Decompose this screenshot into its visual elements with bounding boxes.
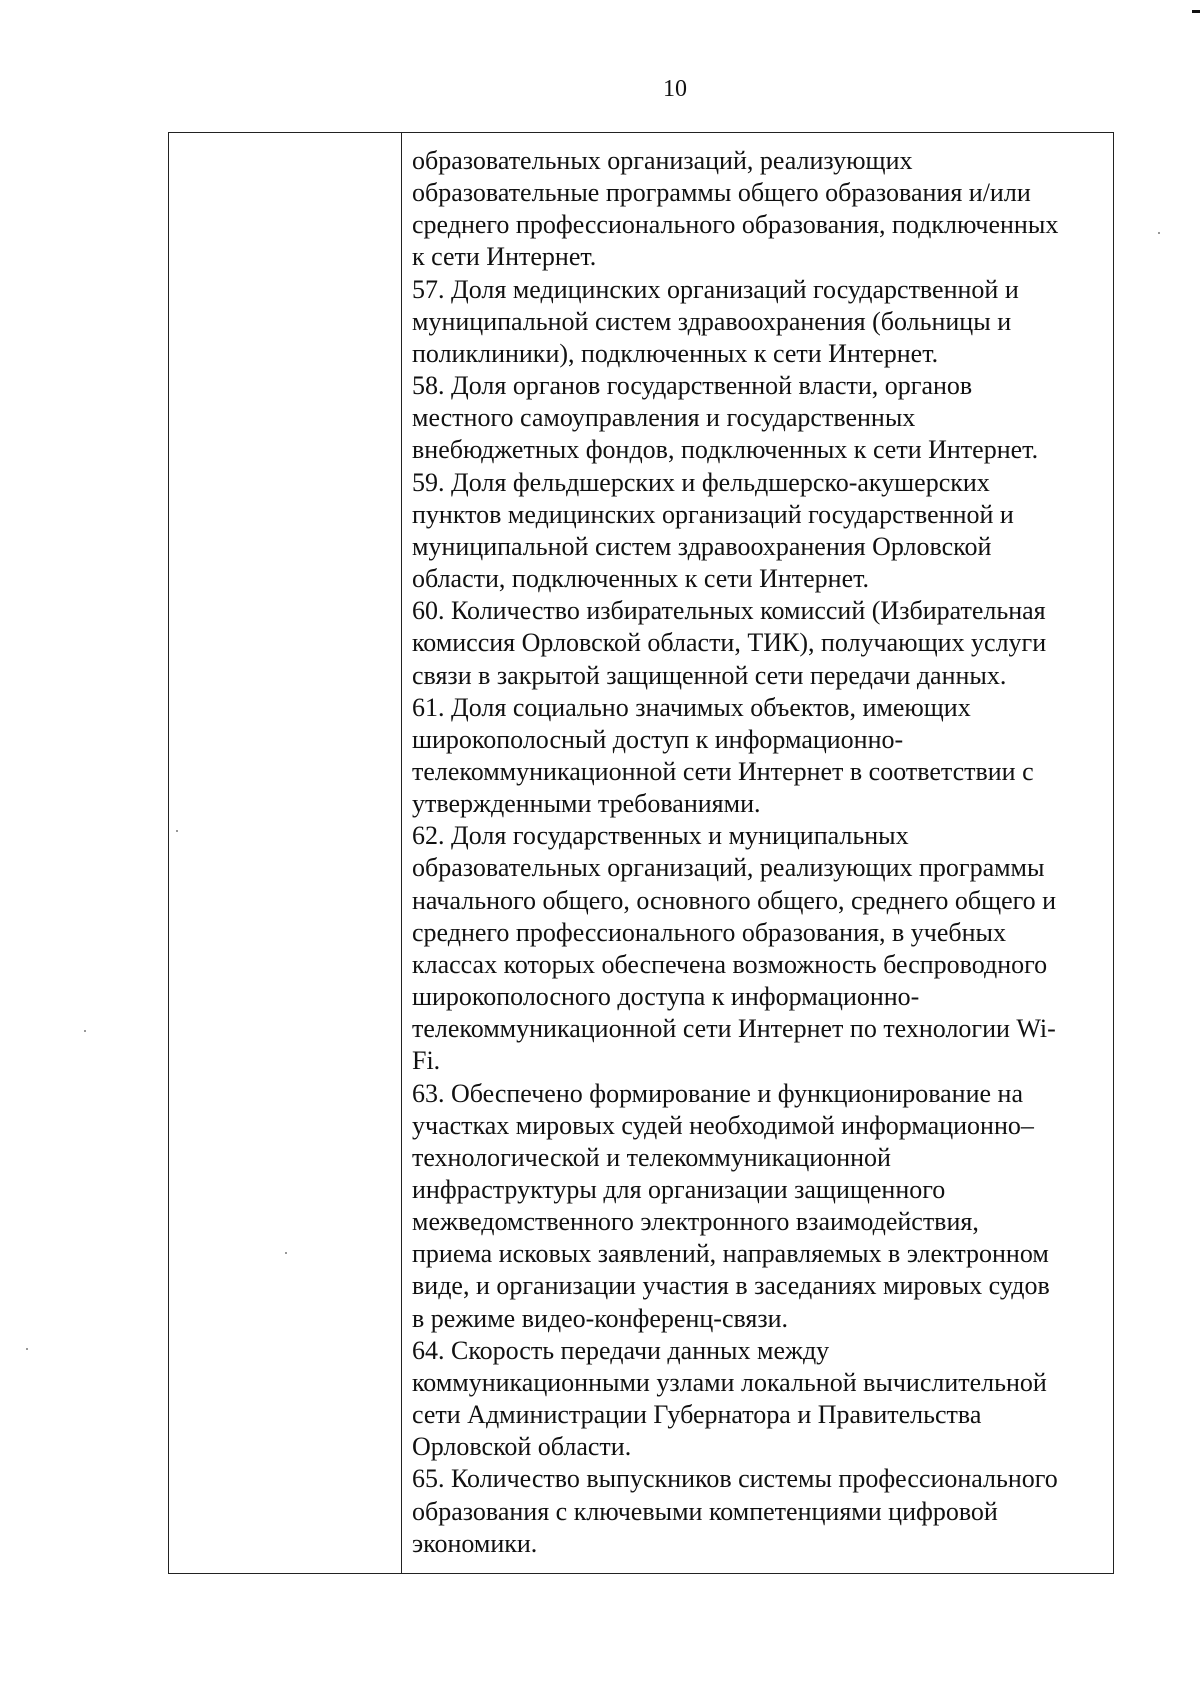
text-line: 64. Скорость передачи данных между xyxy=(412,1335,830,1365)
text-line: образования с ключевыми компетенциями цифровой xyxy=(412,1496,998,1526)
text-line: телекоммуникационной сети Интернет в соответствии с xyxy=(412,756,1034,786)
text-line: экономики. xyxy=(412,1528,538,1558)
text-line: 63. Обеспечено формирование и функционирование на xyxy=(412,1078,1023,1108)
text-line: образовательных организаций, реализующих xyxy=(412,146,913,175)
text-line: приема исковых заявлений, направляемых в электронном xyxy=(412,1239,1049,1269)
text-line: виде, и организации участия в заседаниях мировых судов xyxy=(412,1271,1050,1301)
text-line: области, подключенных к сети Интернет. xyxy=(412,564,870,594)
text-line: 58. Доля органов государственной власти, органов xyxy=(412,371,973,401)
text-line: среднего профессионального образования, подключенных xyxy=(412,210,1059,240)
text-line: внебюджетных фондов, подключенных к сети Интернет. xyxy=(412,435,1039,465)
text-line: муниципальной систем здравоохранения (больницы и xyxy=(412,306,1012,336)
text-line: в режиме видео-конференц-связи. xyxy=(412,1303,789,1333)
text-line: 60. Количество избирательных комиссий (Избирательная xyxy=(412,596,1046,626)
text-line: 57. Доля медицинских организаций государственной и xyxy=(412,274,1019,304)
text-line: участках мировых судей необходимой информационно– xyxy=(412,1110,1034,1140)
text-line: широкополосный доступ к информационно- xyxy=(412,724,904,754)
text-line: 59. Доля фельдшерских и фельдшерско-акушерских xyxy=(412,467,990,497)
text-line: образовательных организаций, реализующих программы xyxy=(412,853,1045,883)
text-line: Орловской области. xyxy=(412,1432,632,1462)
text-line: муниципальной систем здравоохранения Орловской xyxy=(412,531,992,561)
text-line: сети Администрации Губернатора и Правительства xyxy=(412,1400,982,1430)
scan-speck xyxy=(84,1030,86,1032)
text-line: Fi. xyxy=(412,1046,441,1076)
document-table xyxy=(168,132,1114,1574)
scan-speck xyxy=(1158,232,1160,234)
text-line: телекоммуникационной сети Интернет по технологии Wi- xyxy=(412,1014,1056,1044)
text-line: технологической и телекоммуникационной xyxy=(412,1142,891,1172)
page-number: 10 xyxy=(663,76,687,102)
text-line: широкополосного доступа к информационно- xyxy=(412,982,920,1012)
table-cell-right xyxy=(402,133,1113,1573)
table-cell-left xyxy=(169,133,402,1573)
text-line: поликлиники), подключенных к сети Интернет. xyxy=(412,338,939,368)
text-line: к сети Интернет. xyxy=(412,242,597,272)
text-line: 61. Доля социально значимых объектов, имеющих xyxy=(412,692,971,722)
text-line: начального общего, основного общего, среднего общего и xyxy=(412,885,1057,915)
text-line: пунктов медицинских организаций государственной и xyxy=(412,499,1014,529)
text-line: утвержденными требованиями. xyxy=(412,789,761,819)
text-line: местного самоуправления и государственных xyxy=(412,403,916,433)
text-line: инфраструктуры для организации защищенного xyxy=(412,1175,946,1204)
text-line: 62. Доля государственных и муниципальных xyxy=(412,821,909,851)
text-line: 65. Количество выпускников системы профессионального xyxy=(412,1464,1058,1494)
text-line: классах которых обеспечена возможность беспроводного xyxy=(412,949,1048,979)
text-line: комиссия Орловской области, ТИК), получающих услуги xyxy=(412,628,1047,658)
text-line: коммуникационными узлами локальной вычислительной xyxy=(412,1367,1047,1397)
text-line: связи в закрытой защищенной сети передачи данных. xyxy=(412,660,1007,690)
text-line: среднего профессионального образования, в учебных xyxy=(412,917,1006,947)
text-line: межведомственного электронного взаимодействия, xyxy=(412,1207,979,1237)
scan-edge-mark xyxy=(1192,10,1200,13)
scan-speck xyxy=(26,1348,28,1350)
text-line: образовательные программы общего образования и/или xyxy=(412,178,1031,208)
